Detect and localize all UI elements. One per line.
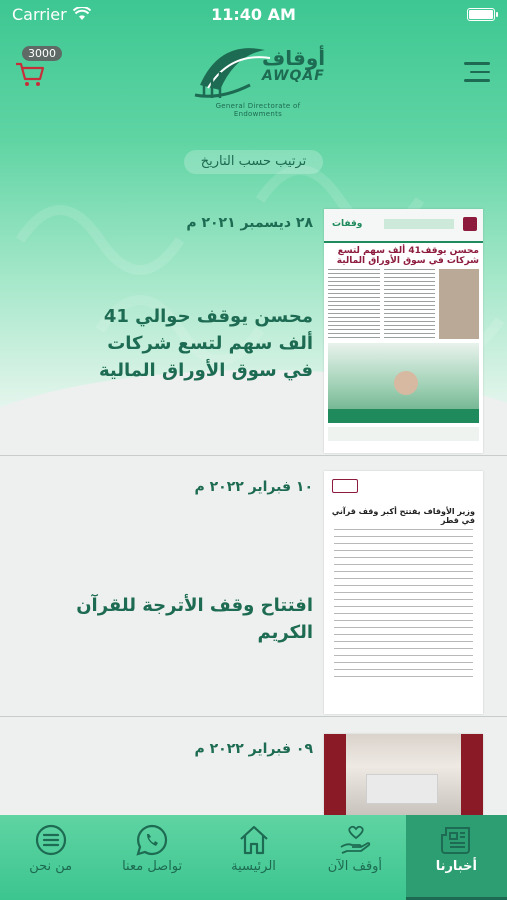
tab-home[interactable] (203, 815, 304, 900)
divider (0, 716, 507, 717)
carrier-label: Carrier (12, 4, 67, 24)
logo-subtitle: General Directorate of Endowments (215, 102, 301, 118)
news-date: ٠٩ فبراير ٢٠٢٢ م (194, 741, 313, 757)
tab-label: أوقف الآن (327, 859, 383, 874)
event-photo (324, 734, 483, 815)
cart-icon (14, 58, 46, 88)
home-icon (237, 823, 271, 857)
tab-label: الرئيسية (231, 859, 276, 874)
tab-about-us[interactable] (0, 815, 101, 900)
status-time: 11:40 AM (211, 4, 296, 24)
news-date: ١٠ فبراير ٢٠٢٢ م (194, 479, 313, 495)
tab-label: أخبارنا (435, 859, 477, 874)
battery-icon (467, 8, 495, 21)
logo-arabic-text: أوقاف (262, 46, 326, 70)
newspaper-ad-image (328, 343, 479, 423)
menu-circle-icon (34, 823, 68, 857)
divider (0, 455, 507, 456)
app-header (0, 40, 507, 130)
tab-donate-now[interactable] (304, 815, 405, 900)
hamburger-menu-icon[interactable] (464, 62, 490, 84)
bottom-tab-bar (0, 815, 507, 900)
heart-hand-icon (338, 823, 372, 857)
newspaper-icon (439, 823, 473, 857)
news-thumbnail (324, 209, 483, 453)
tab-label: من نحن (29, 859, 73, 874)
cart-count-badge: 3000 (22, 46, 62, 61)
news-title: افتتاح وقف الأترجة للقرآن الكريم (76, 595, 313, 643)
document-text-lines (334, 529, 473, 679)
news-date: ٢٨ ديسمبر ٢٠٢١ م (186, 215, 313, 231)
tab-label: تواصل معنا (122, 859, 183, 874)
newspaper-columns (324, 269, 483, 339)
newspaper-masthead: وقفات (324, 209, 483, 243)
newspaper-headline: محسن يوقف41 ألف سهم لتسع شركات في سوق الأوراق المالية (336, 246, 479, 266)
tab-contact-us[interactable] (101, 815, 202, 900)
news-thumbnail (324, 471, 483, 714)
qna-logo-icon (332, 479, 358, 493)
logo-english-text: AWQAF (262, 68, 325, 84)
document-title: وزير الأوقاف يفتتح أكبر وقف قرآني في قطر (331, 507, 475, 525)
cart-button[interactable] (14, 58, 46, 88)
whatsapp-icon (135, 823, 169, 857)
tab-our-news[interactable] (406, 815, 507, 900)
wifi-icon (73, 7, 91, 21)
news-title: محسن يوقف حوالي 41 ألف سهم لتسع شركات في سوق الأوراق المالية (98, 306, 313, 381)
sort-by-date-button[interactable]: ترتيب حسب التاريخ (184, 150, 323, 174)
news-thumbnail (324, 734, 483, 815)
status-bar (0, 0, 507, 28)
